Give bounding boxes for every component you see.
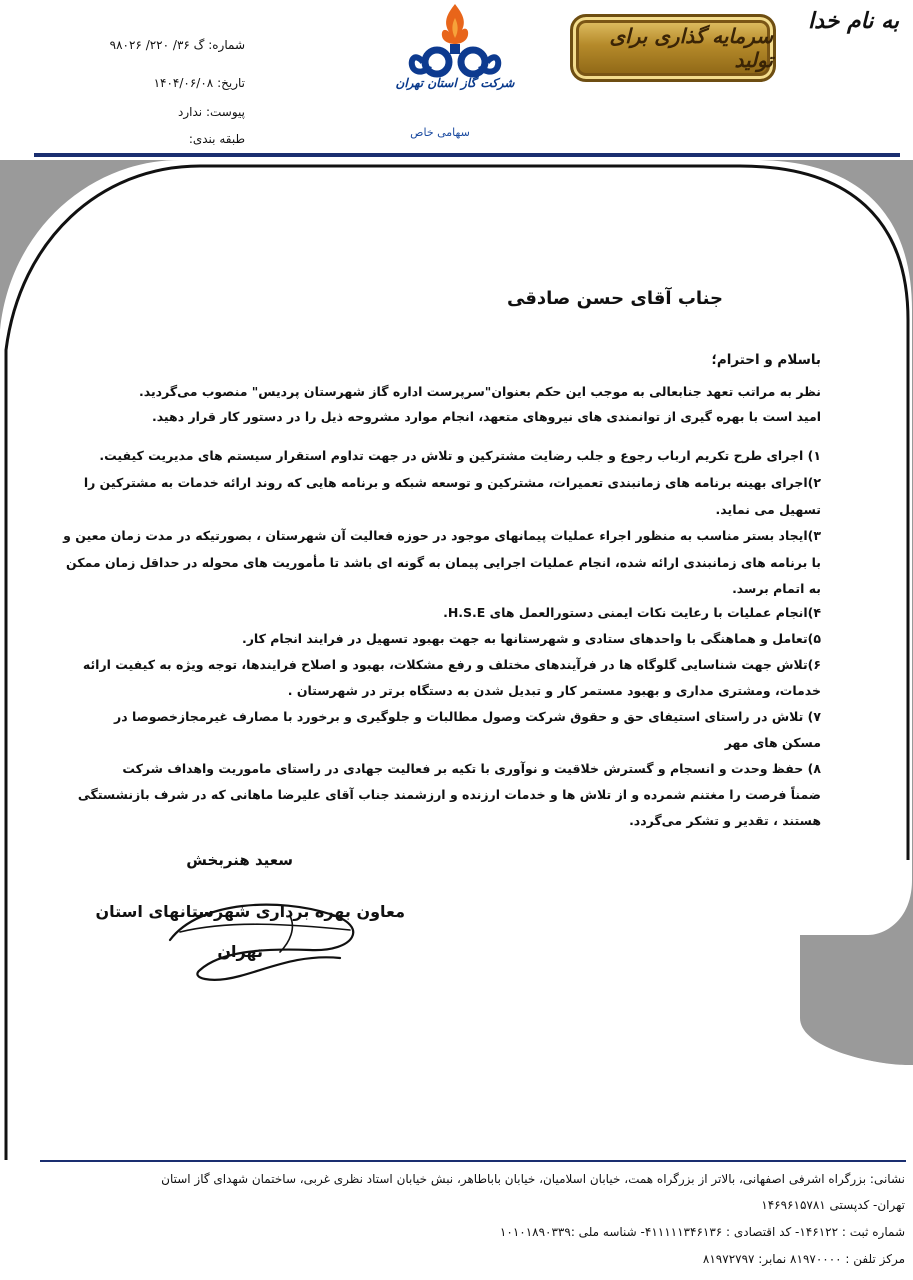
number-label: شماره: (208, 38, 245, 52)
footer-address: نشانی: بزرگراه اشرفی اصفهانی، بالاتر از بزرگراه همت، خیابان اسلامیان، خیابان باباطاهر، نبش خیابان استاد نظری غربی، ساختمان شهدای گاز استان (161, 1172, 905, 1186)
salutation: باسلام و احترام؛ (711, 352, 821, 368)
duty-item-3-cont: به اتمام برسد. (732, 581, 821, 596)
duty-item-2: ۲)اجرای بهینه برنامه های زمانبندی تعمیرات، مشترکین و توسعه شبکه و برنامه هایی که روند ارائه خدمات به مشترکین را (83, 475, 821, 490)
attachment-value: ندارد (178, 105, 203, 119)
duty-item-3-cont: با برنامه های زمانبندی ارائه شده، انجام عملیات اجرایی پیمان به گونه ای باشد تا مأموریت های محوله در حداقل زمان ممکن (66, 555, 821, 570)
duty-item-6-cont: خدمات، ومشتری مداری و بهبود مستمر کار و تبدیل شدن به دستگاه برتر در شهرستان . (287, 683, 821, 698)
slogan-banner (570, 14, 776, 82)
basmala-heading: به نام خدا (808, 8, 899, 34)
duty-item-2-cont: تسهیل می نماید. (715, 502, 821, 517)
duty-item-1: ۱) اجرای طرح تکریم ارباب رجوع و جلب رضایت مشترکین و تلاش در جهت تداوم استقرار سیستم های مدیریت کیفیت. (99, 448, 821, 463)
duty-item-8-cont: ضمناً فرصت را مغتنم شمرده و از تلاش ها و خدمات ارزنده و ارزشمند جناب آقای علیرضا ماهانی که در شرف بازنشستگی (77, 787, 821, 802)
date-value: ۱۴۰۴/۰۶/۰۸ (153, 76, 214, 90)
footer-divider (40, 1160, 906, 1162)
duty-item-5: ۵)تعامل و هماهنگی با واحدهای ستادی و شهرستانها به جهت بهبود تسهیل در فرایند انجام کار. (241, 631, 821, 646)
duty-item-8: ۸) حفظ وحدت و انسجام و گسترش خلاقیت و نوآوری با تکیه بر فعالیت جهادی در راستای ماموریت واهداف شرکت (122, 761, 821, 776)
footer-address-postal: تهران- کدپستی ۱۴۶۹۶۱۵۷۸۱ (761, 1198, 905, 1212)
header-divider (34, 153, 900, 157)
number-value: گ ۳۶/ ۲۲۰/ ۹۸۰۲۶ (109, 38, 205, 52)
attachment-label: پیوست: (205, 105, 245, 119)
date-label: تاریخ: (217, 76, 245, 90)
signer-name: سعید هنربخش (186, 851, 293, 869)
intro-line: امید است با بهره گیری از توانمندی های نیروهای متعهد، انجام موارد مشروحه ذیل را در دستور کار قرار دهید. (151, 409, 821, 424)
letter-date (154, 76, 245, 90)
duty-item-4: ۴)انجام عملیات با رعایت نکات ایمنی دستورالعمل های H.S.E. (443, 605, 821, 620)
duty-item-8-cont: هستند ، تقدیر و تشکر می‌گردد. (629, 813, 821, 828)
recipient-name: جناب آقای حسن صادقی (506, 288, 723, 309)
letter-attachment (178, 105, 245, 119)
footer-registration: شماره ثبت : ۱۴۶۱۲۲- کد اقتصادی : ۴۱۱۱۱۱۳۴۶۱۳۶- شناسه ملی :۱۰۱۰۱۸۹۰۳۳۹ (499, 1225, 905, 1239)
flame-emblem-icon (395, 0, 515, 110)
duty-item-3: ۳)ایجاد بستر مناسب به منظور اجراء عملیات پیمانهای موجود در حوزه فعالیت آن شهرستان ، بصورتیکه در مدت زمان معین و (63, 528, 821, 543)
signer-title: معاون بهره برداری شهرستانهای استان (95, 902, 405, 921)
intro-line: نظر به مراتب تعهد جنابعالی به موجب این حکم بعنوان"سرپرست اداره گاز شهرستان پردیس" منصوب می‌گردید. (139, 384, 821, 399)
signer-city: تهران (217, 942, 263, 961)
footer-phone: مرکز تلفن : ۸۱۹۷۰۰۰۰ نمابر: ۸۱۹۷۲۷۹۷ (702, 1252, 905, 1266)
letter-classification (189, 132, 245, 146)
classification-label: طبقه بندی: (188, 132, 245, 146)
duty-item-6: ۶)تلاش جهت شناسایی گلوگاه ها در فرآیندهای مختلف و رفع مشکلات، بهبود و اصلاح فرایندها، توجه ویژه به کیفیت ارائه (82, 657, 821, 672)
handwritten-signature (140, 880, 380, 990)
letter-number (110, 38, 245, 52)
duty-item-7-cont: مسکن های مهر (724, 735, 821, 750)
company-type: سهامی خاص (410, 126, 470, 139)
duty-item-7: ۷) تلاش در راستای استیفای حق و حقوق شرکت وصول مطالبات و جلوگیری و برخورد با مصارف غیرمجازخصوصا در (114, 709, 821, 724)
slogan-text: سرمایه گذاری برای تولید (609, 24, 773, 72)
company-name: شرکت گاز استان تهران (395, 76, 515, 90)
